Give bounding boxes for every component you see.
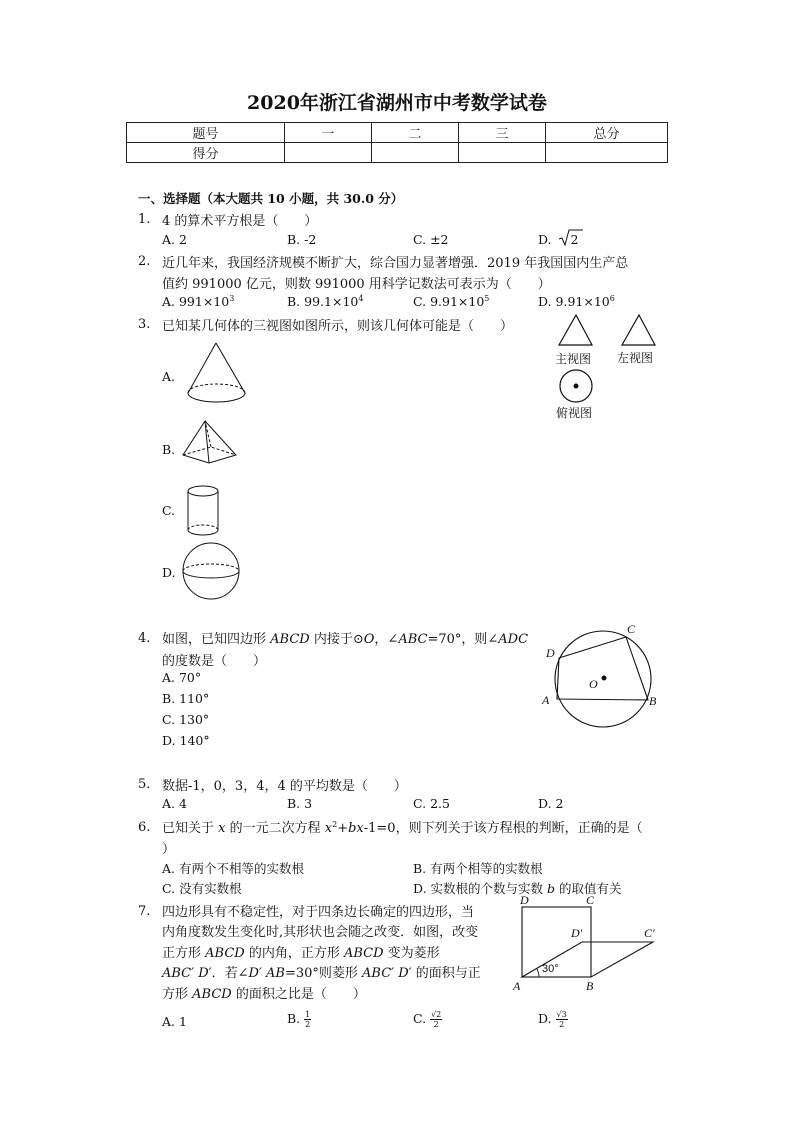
score-table-header: 二 — [372, 123, 459, 143]
option-a: A. 2 — [162, 232, 187, 247]
math-var: O — [363, 632, 375, 647]
point-label-a: A — [542, 693, 550, 707]
text-segment: 方形 — [162, 987, 193, 1002]
option-a: A. 1 — [162, 1014, 187, 1029]
question-number: 3. — [138, 317, 151, 332]
option-c: C. 没有实数根 — [162, 881, 242, 896]
option-b: B. 110° — [162, 691, 210, 706]
point-label-b: B — [586, 979, 594, 993]
math-var: b — [547, 881, 556, 896]
question-text-line: 值约 991000 亿元，则数 991000 用科学记数法可表示为（ ） — [162, 277, 551, 292]
option-label: D. — [538, 232, 552, 247]
math-var: ABC′ D′ — [362, 966, 412, 981]
math-var: ABCD — [205, 946, 245, 961]
question-text-line: 四边形具有不稳定性，对于四条边长确定的四边形，当 — [162, 905, 475, 920]
top-view-circle-icon — [557, 367, 597, 407]
option-text: A. 991×10 — [162, 294, 230, 309]
option-c: C. 2.5 — [413, 796, 450, 811]
question-text: 已知某几何体的三视图如图所示，则该几何体可能是（ ） — [162, 319, 514, 334]
score-cell — [285, 143, 372, 163]
math-var: ABCD — [270, 632, 310, 647]
text-segment: 的内角，正方形 — [244, 946, 344, 961]
front-view-triangle-icon — [556, 313, 596, 347]
text-segment: D. 实数根的个数与实数 — [413, 881, 547, 896]
text-segment: 的面积之比是（ ） — [231, 987, 366, 1002]
question-text-line: 的度数是（ ） — [162, 654, 267, 669]
score-table-header: 一 — [285, 123, 372, 143]
inscribed-quadrilateral-figure — [550, 624, 670, 736]
option-b: B. 有两个相等的实数根 — [413, 861, 543, 876]
question-number: 6. — [138, 820, 151, 835]
math-var: x — [218, 821, 226, 836]
math-var: ABC′ D′ — [162, 966, 212, 981]
question-number: 1. — [138, 212, 151, 227]
option-a: A. 4 — [162, 796, 187, 811]
option-b: B. 3 — [287, 796, 313, 811]
point-label-d: D — [520, 893, 529, 907]
option-label: C. — [413, 1011, 427, 1026]
cylinder-icon — [185, 484, 225, 538]
numerator: √2 — [431, 1010, 442, 1019]
option-d — [538, 1010, 568, 1029]
question-number: 2. — [138, 254, 151, 269]
question-number: 5. — [138, 777, 151, 792]
question-text-line: 内角度数发生变化时,其形状也会随之改变．如图，改变 — [162, 925, 479, 940]
math-var: D′ AB — [248, 966, 285, 981]
math-var: ABC — [398, 632, 428, 647]
option-c — [413, 1010, 442, 1029]
text-segment: 已知关于 — [162, 821, 219, 836]
left-view-triangle-icon — [619, 313, 659, 347]
front-view-label: 主视图 — [555, 352, 592, 366]
text-segment: 正方形 — [162, 946, 206, 961]
text-segment: + — [337, 821, 349, 836]
point-label-a: A — [513, 979, 521, 993]
option-d: D. 140° — [162, 733, 210, 748]
left-view-label: 左视图 — [617, 351, 654, 365]
score-table-header: 三 — [459, 123, 546, 143]
point-label-d: D — [546, 646, 555, 660]
option-b: B. -2 — [287, 232, 317, 247]
section-heading: 一、选择题（本大题共 10 小题，共 30.0 分） — [138, 191, 404, 206]
math-var: ABCD — [343, 946, 384, 961]
text-segment: 内接于⊙ — [309, 632, 364, 647]
text-segment: ，∠ — [374, 632, 399, 647]
option-c: C. — [162, 503, 176, 518]
page-title: 2020年浙江省湖州市中考数学试卷 — [247, 92, 547, 114]
question-number: 7. — [138, 904, 151, 919]
sqrt-expression — [560, 232, 579, 247]
option-label: D. — [538, 1011, 552, 1026]
option-text: D. 9.91×10 — [538, 294, 610, 309]
option-c: C. 130° — [162, 712, 210, 727]
option-b — [287, 294, 363, 309]
question-text-line — [162, 983, 366, 1002]
fraction — [430, 1010, 442, 1029]
question-text-line — [162, 817, 643, 836]
text-segment: 的面积与正 — [411, 966, 481, 981]
point-label-b: B — [649, 694, 657, 708]
score-cell — [372, 143, 459, 163]
score-cell — [459, 143, 546, 163]
option-c: C. ±2 — [413, 232, 449, 247]
point-label-c: C — [586, 893, 595, 907]
center-label-o: O — [589, 677, 598, 691]
option-a: A. 70° — [162, 670, 202, 685]
option-a — [162, 294, 234, 309]
exponent: 2 — [332, 820, 338, 829]
denominator: 2 — [433, 1020, 439, 1029]
exponent: 4 — [358, 294, 364, 303]
option-a: A. 有两个不相等的实数根 — [162, 861, 304, 876]
numerator: 1 — [305, 1010, 311, 1019]
text-segment: 如图，已知四边形 — [162, 632, 271, 647]
math-var: ABCD — [192, 987, 232, 1002]
question-text-line — [162, 942, 440, 961]
point-label-c: C — [627, 622, 636, 636]
exponent: 6 — [609, 294, 615, 303]
text-segment: -1=0，则下列关于该方程根的判断，正确的是（ — [363, 821, 643, 836]
question-text: 数据-1，0，3，4，4 的平均数是（ ） — [162, 779, 407, 794]
option-text: C. 9.91×10 — [413, 294, 485, 309]
text-segment: 的一元二次方程 — [225, 821, 325, 836]
text-segment: ．若∠ — [211, 966, 249, 981]
option-d: D. 2 — [538, 796, 564, 811]
question-text-line — [162, 628, 528, 647]
radicand: 2 — [570, 232, 579, 247]
radical-sign-icon — [559, 229, 571, 247]
question-text-line: ） — [162, 842, 176, 857]
numerator: √3 — [556, 1010, 567, 1019]
question-text: 4 的算术平方根是（ ） — [162, 214, 318, 229]
score-cell — [546, 143, 668, 163]
option-d: D. — [162, 565, 176, 580]
math-var: x — [324, 821, 333, 836]
score-table-header: 题号 — [127, 123, 285, 143]
denominator: 2 — [559, 1020, 565, 1029]
point-label-d-prime: D′ — [571, 926, 583, 940]
option-d — [538, 232, 579, 247]
text-segment: 的取值有关 — [555, 881, 622, 896]
fraction — [556, 1010, 568, 1029]
option-a: A. — [162, 369, 176, 384]
exponent: 5 — [484, 294, 490, 303]
math-var: bx — [348, 821, 364, 836]
option-b — [287, 1010, 311, 1029]
score-table-header: 总分 — [546, 123, 668, 143]
pyramid-icon — [181, 419, 239, 467]
question-text-line — [162, 962, 481, 981]
math-var: ADC — [498, 632, 529, 647]
exponent: 3 — [229, 294, 235, 303]
text-segment: =30°则菱形 — [284, 966, 363, 981]
text-segment: 变为菱形 — [383, 946, 440, 961]
option-d — [538, 294, 615, 309]
option-c — [413, 294, 489, 309]
question-number: 4. — [138, 631, 151, 646]
score-row-label: 得分 — [127, 143, 285, 163]
point-label-c-prime: C′ — [644, 926, 655, 940]
fraction — [304, 1010, 311, 1029]
denominator: 2 — [305, 1020, 311, 1029]
angle-label: 30° — [542, 963, 559, 975]
score-table — [126, 122, 668, 163]
sphere-icon — [181, 542, 245, 602]
option-label: B. — [287, 1011, 301, 1026]
top-view-label: 俯视图 — [556, 406, 593, 420]
cone-icon — [185, 341, 249, 407]
option-b: B. — [162, 442, 176, 457]
question-text-line: 近几年来，我国经济规模不断扩大，综合国力显著增强．2019 年我国国内生产总 — [162, 256, 629, 271]
text-segment: =70°，则∠ — [427, 632, 499, 647]
option-text: B. 99.1×10 — [287, 294, 359, 309]
score-table-row — [127, 143, 668, 163]
score-table-header-row — [127, 123, 668, 143]
